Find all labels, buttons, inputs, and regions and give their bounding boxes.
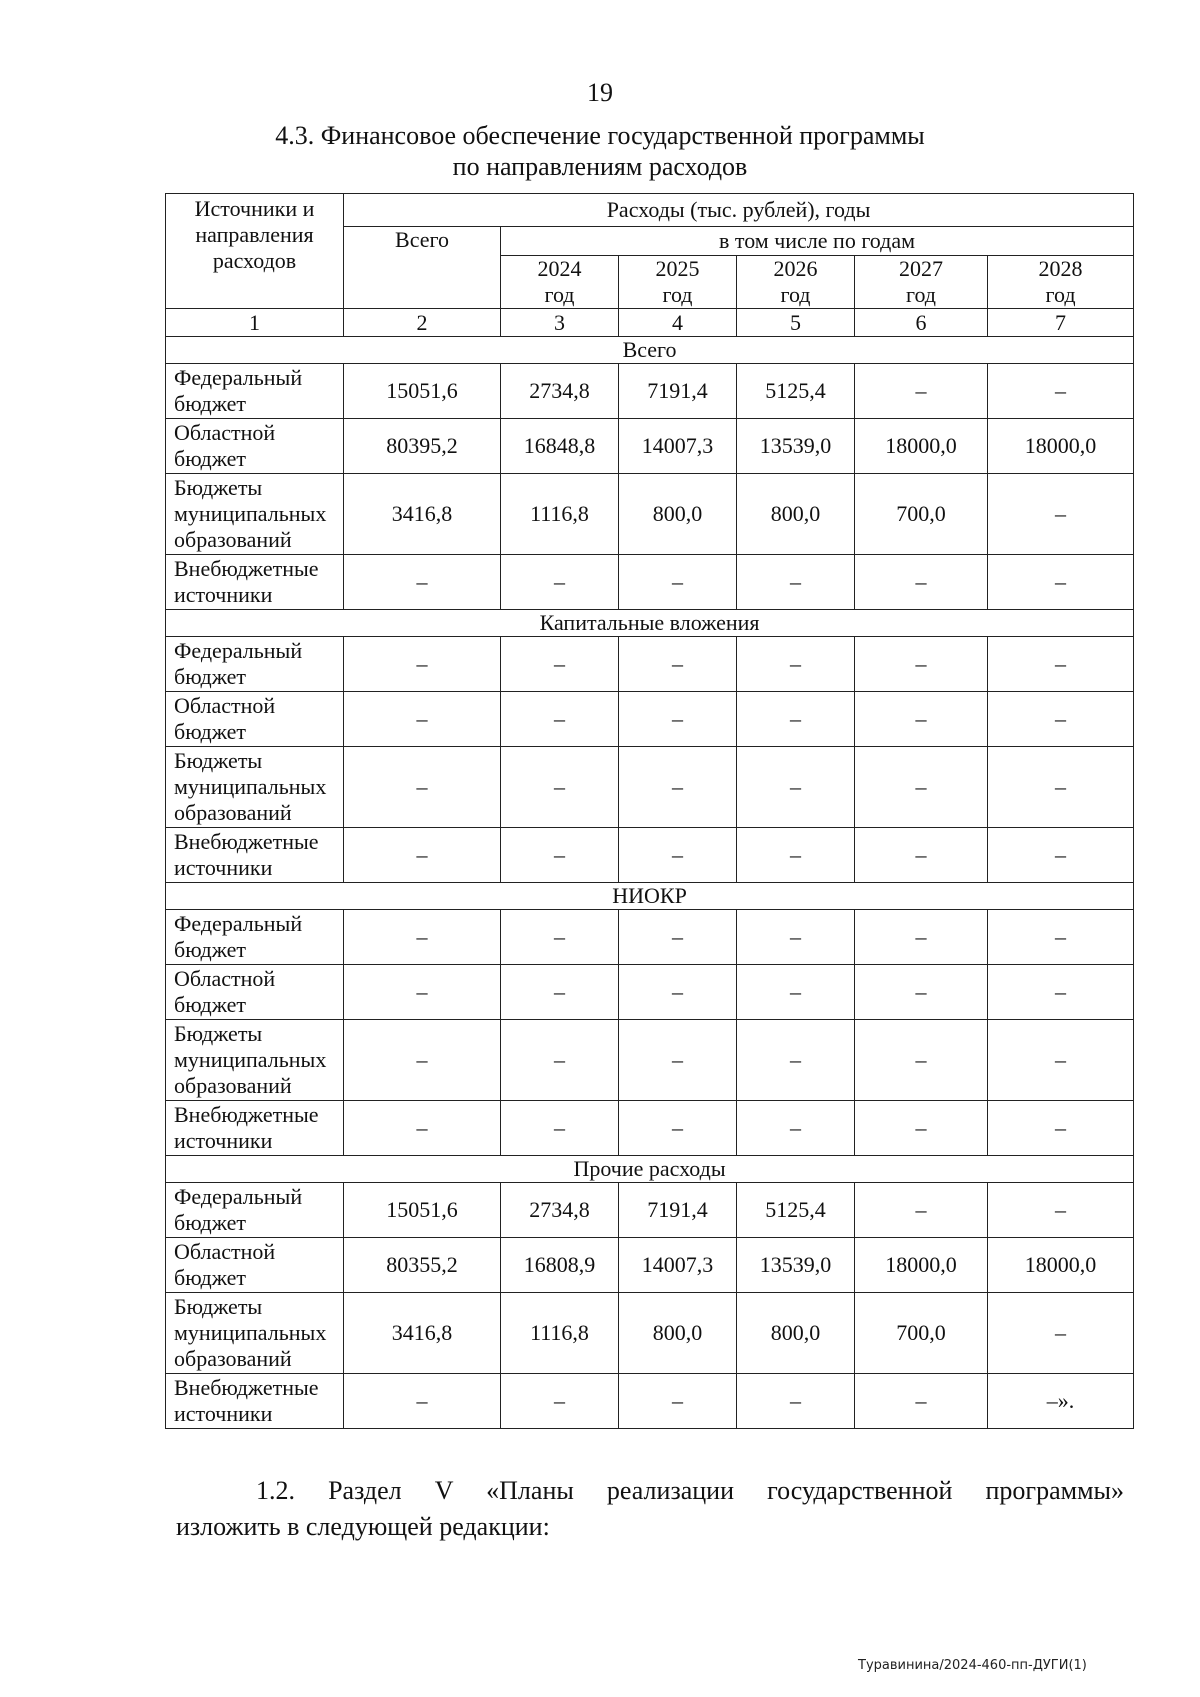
value-cell: –	[501, 555, 619, 610]
header-year-0	[501, 256, 619, 309]
row-label	[166, 747, 344, 828]
value-cell: 1116,8	[501, 1293, 619, 1374]
value-cell: 13539,0	[737, 1238, 855, 1293]
value-cell: –	[737, 828, 855, 883]
header-total: Всего	[344, 227, 501, 309]
value-cell: 800,0	[737, 1293, 855, 1374]
row-label-line: образований	[174, 1346, 292, 1371]
value-cell: –	[501, 1101, 619, 1156]
header-expenses: Расходы (тыс. рублей), годы	[344, 194, 1134, 227]
value-cell: 14007,3	[619, 1238, 737, 1293]
table-row	[166, 1183, 1134, 1238]
value-cell: –	[619, 1101, 737, 1156]
header-year-unit: год	[1045, 282, 1076, 307]
section-header: Всего	[166, 337, 1134, 364]
row-label-line: муниципальных	[174, 774, 327, 799]
column-number: 1	[166, 309, 344, 337]
value-cell: –	[619, 747, 737, 828]
row-label-line: источники	[174, 855, 273, 880]
value-cell: 5125,4	[737, 1183, 855, 1238]
value-cell: 15051,6	[344, 364, 501, 419]
row-label-line: Бюджеты	[174, 1021, 263, 1046]
value-cell: –	[988, 1293, 1134, 1374]
header-year-1	[619, 256, 737, 309]
value-cell: 700,0	[855, 1293, 988, 1374]
section-title	[0, 120, 1200, 182]
row-label-line: муниципальных	[174, 501, 327, 526]
value-cell: –	[988, 692, 1134, 747]
row-label-line: образований	[174, 527, 292, 552]
row-label-line: образований	[174, 1073, 292, 1098]
financing-table	[165, 193, 1134, 1429]
header-year-value: 2028	[1038, 256, 1083, 281]
row-label-line: Бюджеты	[174, 748, 263, 773]
row-label-line: Федеральный	[174, 365, 303, 390]
value-cell: 18000,0	[855, 419, 988, 474]
value-cell: –	[855, 1101, 988, 1156]
row-label	[166, 555, 344, 610]
header-sources-line: Источники и	[194, 196, 315, 221]
header-sources-line: расходов	[212, 248, 297, 273]
row-label-line: источники	[174, 1128, 273, 1153]
value-cell: –».	[988, 1374, 1134, 1429]
column-number: 6	[855, 309, 988, 337]
row-label-line: бюджет	[174, 1265, 246, 1290]
row-label-line: Бюджеты	[174, 1294, 263, 1319]
value-cell: –	[988, 965, 1134, 1020]
value-cell: –	[737, 1101, 855, 1156]
row-label	[166, 1293, 344, 1374]
value-cell: –	[988, 474, 1134, 555]
value-cell: –	[988, 555, 1134, 610]
value-cell: –	[737, 637, 855, 692]
value-cell: –	[501, 1020, 619, 1101]
value-cell: 7191,4	[619, 364, 737, 419]
value-cell: –	[855, 1183, 988, 1238]
value-cell: –	[988, 1183, 1134, 1238]
value-cell: –	[501, 965, 619, 1020]
value-cell: –	[855, 637, 988, 692]
value-cell: 3416,8	[344, 1293, 501, 1374]
header-year-unit: год	[662, 282, 693, 307]
value-cell: –	[344, 1374, 501, 1429]
value-cell: –	[737, 555, 855, 610]
value-cell: –	[737, 1374, 855, 1429]
row-label	[166, 1374, 344, 1429]
value-cell: –	[619, 910, 737, 965]
value-cell: –	[737, 910, 855, 965]
document-reference: Туравинина/2024-460-пп-ДУГИ(1)	[858, 1658, 1087, 1673]
value-cell: –	[344, 637, 501, 692]
section-header: НИОКР	[166, 883, 1134, 910]
header-year-3	[855, 256, 988, 309]
value-cell: –	[344, 1101, 501, 1156]
paragraph-line-1: 1.2. Раздел V «Планы реализации государственной программы»	[256, 1476, 1124, 1505]
row-label-line: Областной	[174, 1239, 276, 1264]
value-cell: –	[344, 910, 501, 965]
table-row	[166, 555, 1134, 610]
value-cell: –	[619, 965, 737, 1020]
value-cell: 14007,3	[619, 419, 737, 474]
value-cell: 7191,4	[619, 1183, 737, 1238]
value-cell: 80355,2	[344, 1238, 501, 1293]
row-label	[166, 1020, 344, 1101]
value-cell: 16848,8	[501, 419, 619, 474]
value-cell: –	[988, 1020, 1134, 1101]
value-cell: –	[737, 965, 855, 1020]
row-label-line: бюджет	[174, 664, 246, 689]
value-cell: –	[855, 828, 988, 883]
value-cell: –	[619, 1374, 737, 1429]
value-cell: –	[855, 965, 988, 1020]
row-label-line: бюджет	[174, 937, 246, 962]
header-year-value: 2027	[899, 256, 943, 281]
value-cell: –	[344, 965, 501, 1020]
header-year-unit: год	[544, 282, 575, 307]
value-cell: –	[619, 555, 737, 610]
value-cell: –	[501, 637, 619, 692]
table-row	[166, 692, 1134, 747]
header-year-value: 2025	[655, 256, 700, 281]
value-cell: –	[988, 637, 1134, 692]
value-cell: 16808,9	[501, 1238, 619, 1293]
table-row	[166, 828, 1134, 883]
value-cell: 18000,0	[988, 419, 1134, 474]
row-label-line: Внебюджетные	[174, 1375, 319, 1400]
paragraph	[176, 1473, 1124, 1545]
value-cell: –	[344, 747, 501, 828]
row-label	[166, 474, 344, 555]
table-row	[166, 965, 1134, 1020]
row-label	[166, 910, 344, 965]
header-year-unit: год	[905, 282, 937, 307]
value-cell: 1116,8	[501, 474, 619, 555]
row-label-line: муниципальных	[174, 1320, 327, 1345]
row-label	[166, 692, 344, 747]
header-sources-cell	[166, 194, 344, 309]
value-cell: 5125,4	[737, 364, 855, 419]
row-label-line: Областной	[174, 966, 276, 991]
row-label	[166, 1183, 344, 1238]
value-cell: –	[855, 1374, 988, 1429]
row-label-line: Федеральный	[174, 911, 303, 936]
table-row	[166, 1374, 1134, 1429]
row-label-line: бюджет	[174, 391, 246, 416]
header-year-4	[988, 256, 1134, 309]
header-year-value: 2024	[537, 256, 582, 281]
row-label-line: бюджет	[174, 992, 246, 1017]
value-cell: 13539,0	[737, 419, 855, 474]
value-cell: –	[501, 828, 619, 883]
table-row	[166, 910, 1134, 965]
row-label-line: муниципальных	[174, 1047, 327, 1072]
row-label	[166, 1238, 344, 1293]
value-cell: –	[855, 1020, 988, 1101]
column-number: 4	[619, 309, 737, 337]
row-label-line: источники	[174, 1401, 273, 1426]
section-header: Капитальные вложения	[166, 610, 1134, 637]
value-cell: –	[619, 637, 737, 692]
section-header: Прочие расходы	[166, 1156, 1134, 1183]
row-label-line: Внебюджетные	[174, 556, 319, 581]
table-row	[166, 1293, 1134, 1374]
value-cell: –	[737, 1020, 855, 1101]
row-label	[166, 637, 344, 692]
page-number: 19	[587, 78, 613, 107]
row-label	[166, 1101, 344, 1156]
table-row	[166, 1101, 1134, 1156]
value-cell: –	[855, 364, 988, 419]
row-label-line: Бюджеты	[174, 475, 263, 500]
table-row	[166, 637, 1134, 692]
value-cell: 80395,2	[344, 419, 501, 474]
value-cell: –	[501, 692, 619, 747]
value-cell: –	[501, 747, 619, 828]
value-cell: –	[855, 692, 988, 747]
value-cell: –	[344, 555, 501, 610]
value-cell: –	[855, 747, 988, 828]
value-cell: –	[501, 1374, 619, 1429]
paragraph-line-2: изложить в следующей редакции:	[176, 1512, 550, 1541]
row-label-line: Федеральный	[174, 638, 303, 663]
table-row	[166, 1238, 1134, 1293]
row-label-line: образований	[174, 800, 292, 825]
value-cell: –	[855, 555, 988, 610]
row-label-line: бюджет	[174, 446, 246, 471]
value-cell: 2734,8	[501, 364, 619, 419]
value-cell: 18000,0	[855, 1238, 988, 1293]
header-year-unit: год	[780, 282, 811, 307]
value-cell: 800,0	[737, 474, 855, 555]
value-cell: –	[344, 828, 501, 883]
row-label-line: Областной	[174, 693, 276, 718]
value-cell: 800,0	[619, 474, 737, 555]
header-sources-line: направления	[195, 222, 314, 247]
table-row	[166, 419, 1134, 474]
table-row	[166, 747, 1134, 828]
value-cell: –	[619, 1020, 737, 1101]
value-cell: –	[619, 692, 737, 747]
value-cell: –	[988, 364, 1134, 419]
row-label-line: бюджет	[174, 719, 246, 744]
value-cell: –	[988, 747, 1134, 828]
table-row	[166, 474, 1134, 555]
row-label-line: Областной	[174, 420, 276, 445]
value-cell: –	[344, 1020, 501, 1101]
header-including-by-years: в том числе по годам	[501, 227, 1134, 256]
value-cell: 2734,8	[501, 1183, 619, 1238]
value-cell: –	[988, 828, 1134, 883]
value-cell: –	[619, 828, 737, 883]
table-row	[166, 364, 1134, 419]
value-cell: 800,0	[619, 1293, 737, 1374]
header-year-2	[737, 256, 855, 309]
section-title-line-1: 4.3. Финансовое обеспечение государственной программы	[275, 121, 925, 150]
value-cell: –	[737, 747, 855, 828]
value-cell: –	[344, 692, 501, 747]
value-cell: –	[737, 692, 855, 747]
value-cell: 700,0	[855, 474, 988, 555]
row-label	[166, 828, 344, 883]
row-label	[166, 419, 344, 474]
column-number: 2	[344, 309, 501, 337]
row-label-line: Внебюджетные	[174, 1102, 319, 1127]
row-label-line: бюджет	[174, 1210, 246, 1235]
row-label	[166, 364, 344, 419]
row-label-line: источники	[174, 582, 273, 607]
row-label-line: Внебюджетные	[174, 829, 319, 854]
column-number: 5	[737, 309, 855, 337]
column-number: 7	[988, 309, 1134, 337]
value-cell: 18000,0	[988, 1238, 1134, 1293]
row-label-line: Федеральный	[174, 1184, 303, 1209]
value-cell: –	[988, 910, 1134, 965]
value-cell: –	[988, 1101, 1134, 1156]
header-year-value: 2026	[773, 256, 818, 281]
value-cell: –	[855, 910, 988, 965]
column-number: 3	[501, 309, 619, 337]
section-title-line-2: по направлениям расходов	[452, 152, 748, 181]
row-label	[166, 965, 344, 1020]
table-row	[166, 1020, 1134, 1101]
value-cell: 15051,6	[344, 1183, 501, 1238]
value-cell: 3416,8	[344, 474, 501, 555]
value-cell: –	[501, 910, 619, 965]
